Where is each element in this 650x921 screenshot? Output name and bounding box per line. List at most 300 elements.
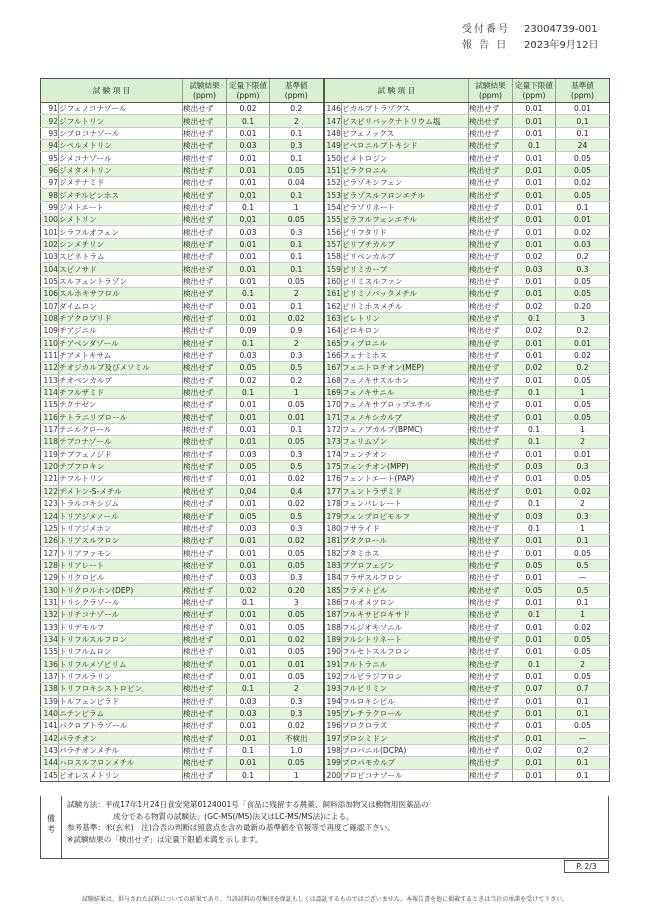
item-result: 検出せず	[183, 103, 227, 115]
item-number: 198	[324, 744, 342, 756]
item-name: ブタクロール	[342, 535, 469, 547]
item-number: 92	[41, 115, 59, 127]
table-row	[41, 609, 610, 621]
item-name: ニテンピラム	[59, 707, 183, 719]
item-standard: 0.01	[556, 337, 610, 349]
table-row	[41, 140, 610, 152]
item-loq: 0.01	[227, 621, 270, 633]
item-result: 検出せず	[183, 238, 227, 250]
item-number: 150	[324, 152, 342, 164]
item-standard: 1	[556, 609, 610, 621]
item-standard: 0.1	[556, 757, 610, 769]
item-standard: 0.2	[556, 362, 610, 374]
col-std-right: 基準値 (ppm)	[556, 79, 610, 103]
item-standard: 0.3	[270, 448, 324, 460]
item-result: 検出せず	[183, 140, 227, 152]
table-row	[41, 658, 610, 670]
item-loq: 0.01	[513, 288, 556, 300]
item-number: 118	[41, 436, 59, 448]
item-number: 121	[41, 473, 59, 485]
item-number: 158	[324, 251, 342, 263]
item-number: 173	[324, 436, 342, 448]
item-name: フルシトリネート	[342, 633, 469, 645]
item-number: 114	[41, 386, 59, 398]
item-number: 105	[41, 275, 59, 287]
item-result: 検出せず	[183, 683, 227, 695]
item-standard: 0.05	[270, 757, 324, 769]
item-number: 197	[324, 732, 342, 744]
item-standard: 0.05	[270, 164, 324, 176]
item-name: トリクロルホン(DEP)	[59, 584, 183, 596]
item-name: スピネトラム	[59, 251, 183, 263]
item-result: 検出せず	[469, 140, 513, 152]
item-name: トリアジメノール	[59, 510, 183, 522]
item-name: フェノキサスルホン	[342, 374, 469, 386]
item-standard: 1	[556, 522, 610, 534]
item-standard: 0.1	[270, 127, 324, 139]
item-number: 107	[41, 300, 59, 312]
table-row	[41, 572, 610, 584]
item-loq: 0.01	[227, 720, 270, 732]
item-loq: 0.01	[513, 411, 556, 423]
item-standard: 0.1	[270, 423, 324, 435]
item-name: シペルメトリン	[59, 140, 183, 152]
item-result: 検出せず	[183, 498, 227, 510]
item-standard: 0.01	[270, 411, 324, 423]
item-result: 検出せず	[183, 695, 227, 707]
item-name: ピラゾリネート	[342, 201, 469, 213]
item-loq: 0.03	[227, 572, 270, 584]
item-standard: 0.02	[270, 473, 324, 485]
item-name: ビスピリバックナトリウム塩	[342, 115, 469, 127]
item-standard: 0.3	[556, 460, 610, 472]
item-loq: 0.01	[227, 152, 270, 164]
item-name: フサライド	[342, 522, 469, 534]
item-result: 検出せず	[183, 744, 227, 756]
item-result: 検出せず	[469, 658, 513, 670]
item-result: 検出せず	[469, 226, 513, 238]
item-number: 179	[324, 510, 342, 522]
table-row	[41, 300, 610, 312]
item-standard: 0.05	[556, 275, 610, 287]
item-standard: 0.05	[556, 473, 610, 485]
item-name: フェナミホス	[342, 349, 469, 361]
col-loq-right: 定量下限値 (ppm)	[513, 79, 556, 103]
item-name: シラフルオフェン	[59, 226, 183, 238]
item-standard: 1	[270, 201, 324, 213]
item-standard: 0.1	[556, 769, 610, 781]
item-number: 183	[324, 559, 342, 571]
item-name: シメコナゾール	[59, 152, 183, 164]
item-standard: 0.05	[556, 152, 610, 164]
item-standard: 0.02	[270, 535, 324, 547]
item-result: 検出せず	[469, 559, 513, 571]
item-standard: 0.1	[270, 152, 324, 164]
item-standard: 0.01	[556, 448, 610, 460]
item-standard: 0.02	[556, 485, 610, 497]
item-name: フルセトスルフロン	[342, 646, 469, 658]
item-number: 113	[41, 374, 59, 386]
item-standard: 0.5	[556, 584, 610, 596]
item-loq: 0.01	[513, 485, 556, 497]
item-loq: 0.01	[513, 646, 556, 658]
item-standard: 0.5	[270, 362, 324, 374]
item-loq: 0.1	[227, 683, 270, 695]
item-number: 95	[41, 152, 59, 164]
item-loq: 0.1	[227, 744, 270, 756]
item-standard: 0.05	[270, 275, 324, 287]
item-result: 検出せず	[183, 152, 227, 164]
item-result: 検出せず	[469, 164, 513, 176]
note-method-cont: 成分である物質の試験法」(GC-MS(/MS)法又はLC-MS/MS法)による。	[113, 811, 354, 821]
item-result: 検出せず	[469, 411, 513, 423]
table-row	[41, 127, 610, 139]
item-name: トリフルラリン	[59, 670, 183, 682]
table-row	[41, 683, 610, 695]
item-standard: 0.02	[556, 349, 610, 361]
table-row	[41, 115, 610, 127]
item-number: 110	[41, 337, 59, 349]
table-row	[41, 164, 610, 176]
item-standard: 0.05	[270, 670, 324, 682]
table-row	[41, 757, 610, 769]
table-row	[41, 214, 610, 226]
item-number: 138	[41, 683, 59, 695]
item-loq: 0.01	[227, 535, 270, 547]
item-result: 検出せず	[469, 609, 513, 621]
item-standard: 0.1	[270, 189, 324, 201]
item-result: 検出せず	[183, 312, 227, 324]
item-result: 検出せず	[469, 325, 513, 337]
item-number: 133	[41, 621, 59, 633]
table-row	[41, 411, 610, 423]
item-name: テトラニリプロール	[59, 411, 183, 423]
item-result: 検出せず	[469, 349, 513, 361]
item-loq: 0.01	[227, 732, 270, 744]
item-number: 120	[41, 460, 59, 472]
table-row	[41, 473, 610, 485]
item-number: 176	[324, 473, 342, 485]
item-name: チアジニル	[59, 325, 183, 337]
item-number: 175	[324, 460, 342, 472]
item-result: 検出せず	[183, 448, 227, 460]
item-result: 検出せず	[183, 423, 227, 435]
item-standard: 0.02	[556, 226, 610, 238]
item-number: 159	[324, 263, 342, 275]
item-number: 199	[324, 757, 342, 769]
table-row	[41, 436, 610, 448]
item-number: 101	[41, 226, 59, 238]
item-standard: 0.02	[556, 621, 610, 633]
item-loq: 0.01	[227, 164, 270, 176]
item-loq: 0.01	[513, 201, 556, 213]
item-number: 148	[324, 127, 342, 139]
item-standard: 0.2	[556, 325, 610, 337]
item-standard: 0.20	[270, 584, 324, 596]
note-reference: 参考基準：米(玄米) 注)合否の判断は留意点を含め最新の基準値を官報等で再度ご確認下さい。	[67, 823, 395, 832]
item-name: ピリミノバックメチル	[342, 288, 469, 300]
table-row	[41, 646, 610, 658]
item-result: 検出せず	[469, 337, 513, 349]
item-standard: 0.05	[556, 720, 610, 732]
item-result: 検出せず	[183, 214, 227, 226]
item-standard: 0.3	[270, 226, 324, 238]
item-name: テクナゼン	[59, 399, 183, 411]
item-loq: 0.01	[513, 164, 556, 176]
item-number: 139	[41, 695, 59, 707]
table-row	[41, 460, 610, 472]
item-standard: 0.1	[270, 300, 324, 312]
item-loq: 0.01	[513, 152, 556, 164]
item-loq: 0.01	[227, 238, 270, 250]
item-number: 124	[41, 510, 59, 522]
item-number: 170	[324, 399, 342, 411]
item-name: プレチラクロール	[342, 707, 469, 719]
item-name: トリデモルフ	[59, 621, 183, 633]
item-name: フェンチオン(MPP)	[342, 460, 469, 472]
item-name: ピリベンカルブ	[342, 251, 469, 263]
item-loq: 0.01	[227, 559, 270, 571]
item-number: 143	[41, 744, 59, 756]
table-row	[41, 103, 610, 115]
item-loq: 0.05	[227, 460, 270, 472]
item-name: ジメタメトリン	[59, 164, 183, 176]
item-standard: 0.02	[270, 720, 324, 732]
item-number: 117	[41, 423, 59, 435]
item-loq: 0.1	[513, 386, 556, 398]
item-standard: 0.05	[270, 646, 324, 658]
item-result: 検出せず	[469, 646, 513, 658]
item-number: 184	[324, 572, 342, 584]
item-result: 検出せず	[469, 436, 513, 448]
col-result-right: 試験結果 (ppm)	[469, 79, 513, 103]
item-standard: 0.5	[270, 460, 324, 472]
item-number: 129	[41, 572, 59, 584]
item-loq: 0.01	[227, 177, 270, 189]
table-row	[41, 263, 610, 275]
item-name: テニルクロール	[59, 423, 183, 435]
item-loq: 0.01	[513, 707, 556, 719]
item-result: 検出せず	[469, 621, 513, 633]
item-standard: 0.03	[556, 238, 610, 250]
item-result: 検出せず	[183, 115, 227, 127]
item-result: 検出せず	[183, 386, 227, 398]
item-number: 109	[41, 325, 59, 337]
item-standard: 2	[270, 288, 324, 300]
item-standard: 0.2	[270, 103, 324, 115]
item-result: 検出せず	[183, 288, 227, 300]
item-standard: 0.05	[270, 621, 324, 633]
item-loq: 0.1	[227, 386, 270, 398]
table-row	[41, 312, 610, 324]
item-standard: 1	[270, 386, 324, 398]
item-loq: 0.01	[227, 263, 270, 275]
item-result: 検出せず	[183, 201, 227, 213]
item-name: トルフェンピラド	[59, 695, 183, 707]
item-standard: 不検出	[270, 732, 324, 744]
item-name: ピラゾキシフェン	[342, 177, 469, 189]
item-result: 検出せず	[469, 522, 513, 534]
item-standard: 0.3	[270, 349, 324, 361]
item-name: チアクロプリド	[59, 312, 183, 324]
note-method: 試験方法：平成17年1月24日食安発第0124001号「食品に残留する農薬、飼料添加物又は動物用医薬品の	[67, 800, 429, 809]
item-number: 136	[41, 658, 59, 670]
item-loq: 0.01	[227, 609, 270, 621]
item-name: フィプロニル	[342, 337, 469, 349]
item-standard: 0.1	[270, 238, 324, 250]
table-row	[41, 201, 610, 213]
item-name: ジフェノコナゾール	[59, 103, 183, 115]
item-standard: 0.2	[270, 374, 324, 386]
item-name: テブフロキン	[59, 460, 183, 472]
item-standard: 0.9	[270, 325, 324, 337]
item-loq: 0.01	[227, 670, 270, 682]
item-name: トリフルメゾピリム	[59, 658, 183, 670]
item-standard: 1	[556, 386, 610, 398]
item-standard: 2	[270, 683, 324, 695]
item-result: 検出せず	[469, 572, 513, 584]
item-result: 検出せず	[469, 473, 513, 485]
item-loq: 0.05	[227, 510, 270, 522]
report-date-label: 報 告 日	[462, 40, 509, 51]
item-loq: 0.1	[513, 609, 556, 621]
item-number: 142	[41, 732, 59, 744]
item-name: ジメテナミド	[59, 177, 183, 189]
item-number: 174	[324, 448, 342, 460]
item-name: フラメトピル	[342, 584, 469, 596]
item-number: 167	[324, 362, 342, 374]
item-name: ピオレスメトリン	[59, 769, 183, 781]
item-name: フェリムゾン	[342, 436, 469, 448]
item-result: 検出せず	[469, 300, 513, 312]
item-name: フェノキサプロップエチル	[342, 399, 469, 411]
item-result: 検出せず	[469, 201, 513, 213]
col-item-left: 試 験 項 目	[41, 79, 183, 103]
item-name: ジメチルビンホス	[59, 189, 183, 201]
item-result: 検出せず	[469, 460, 513, 472]
col-result-left: 試験結果 (ppm)	[183, 79, 227, 103]
item-standard: 0.4	[270, 485, 324, 497]
item-name: トリチコナゾール	[59, 609, 183, 621]
item-number: 125	[41, 522, 59, 534]
item-number: 111	[41, 349, 59, 361]
table-row	[41, 535, 610, 547]
item-loq: 0.1	[513, 312, 556, 324]
item-name: パラチオンメチル	[59, 744, 183, 756]
item-result: 検出せず	[183, 559, 227, 571]
item-result: 検出せず	[183, 707, 227, 719]
item-standard: 0.05	[556, 374, 610, 386]
item-result: 検出せず	[183, 460, 227, 472]
item-name: シンメチリン	[59, 238, 183, 250]
item-loq: 0.01	[227, 189, 270, 201]
item-loq: 0.01	[513, 695, 556, 707]
item-standard: 2	[556, 436, 610, 448]
item-standard: 0.05	[556, 670, 610, 682]
item-loq: 0.03	[513, 263, 556, 275]
table-row	[41, 744, 610, 756]
item-name: プロクロラズ	[342, 720, 469, 732]
item-number: 134	[41, 633, 59, 645]
item-name: フラザスルフロン	[342, 572, 469, 584]
item-number: 180	[324, 522, 342, 534]
item-number: 130	[41, 584, 59, 596]
item-number: 103	[41, 251, 59, 263]
item-result: 検出せず	[469, 596, 513, 608]
item-result: 検出せず	[183, 436, 227, 448]
item-standard: 0.3	[556, 263, 610, 275]
item-result: 検出せず	[469, 510, 513, 522]
item-loq: 0.01	[513, 720, 556, 732]
table-row	[41, 498, 610, 510]
item-standard: 0.3	[270, 140, 324, 152]
item-result: 検出せず	[469, 251, 513, 263]
item-number: 126	[41, 535, 59, 547]
item-number: 182	[324, 547, 342, 559]
item-loq: 0.1	[227, 288, 270, 300]
item-standard: 2	[556, 658, 610, 670]
item-loq: 0.01	[513, 535, 556, 547]
item-result: 検出せず	[469, 670, 513, 682]
item-number: 112	[41, 362, 59, 374]
item-name: ブタミホス	[342, 547, 469, 559]
item-name: テフルトリン	[59, 473, 183, 485]
item-standard: 0.1	[556, 127, 610, 139]
item-name: テブコナゾール	[59, 436, 183, 448]
item-loq: 0.03	[227, 707, 270, 719]
table-row	[41, 522, 610, 534]
item-standard: 0.3	[270, 707, 324, 719]
item-result: 検出せず	[183, 189, 227, 201]
item-standard: 0.1	[556, 695, 610, 707]
table-header-row	[41, 79, 610, 103]
item-loq: 0.01	[513, 670, 556, 682]
item-result: 検出せず	[183, 337, 227, 349]
item-standard: 0.05	[270, 609, 324, 621]
item-loq: 0.09	[227, 325, 270, 337]
item-name: フェントラザミド	[342, 485, 469, 497]
item-name: ハロスルフロンメチル	[59, 757, 183, 769]
item-standard: 0.05	[556, 411, 610, 423]
item-name: ピレトリン	[342, 312, 469, 324]
item-number: 171	[324, 411, 342, 423]
item-loq: 0.05	[513, 559, 556, 571]
item-standard: 0.02	[270, 312, 324, 324]
remarks-text	[67, 799, 429, 845]
item-loq: 0.01	[227, 646, 270, 658]
item-number: 196	[324, 720, 342, 732]
item-number: 127	[41, 547, 59, 559]
item-name: シメトリン	[59, 214, 183, 226]
item-result: 検出せず	[183, 732, 227, 744]
item-loq: 0.01	[227, 214, 270, 226]
item-standard: 0.5	[270, 510, 324, 522]
table-row	[41, 325, 610, 337]
item-result: 検出せず	[469, 374, 513, 386]
item-result: 検出せず	[469, 498, 513, 510]
item-number: 188	[324, 621, 342, 633]
item-number: 146	[324, 103, 342, 115]
item-name: トリアスルフロン	[59, 535, 183, 547]
item-standard: 1.0	[270, 744, 324, 756]
item-number: 194	[324, 695, 342, 707]
item-standard: 0.05	[270, 547, 324, 559]
item-loq: 0.03	[227, 695, 270, 707]
item-result: 検出せず	[183, 510, 227, 522]
item-standard: 0.3	[270, 522, 324, 534]
item-loq: 0.02	[227, 374, 270, 386]
item-result: 検出せず	[469, 769, 513, 781]
